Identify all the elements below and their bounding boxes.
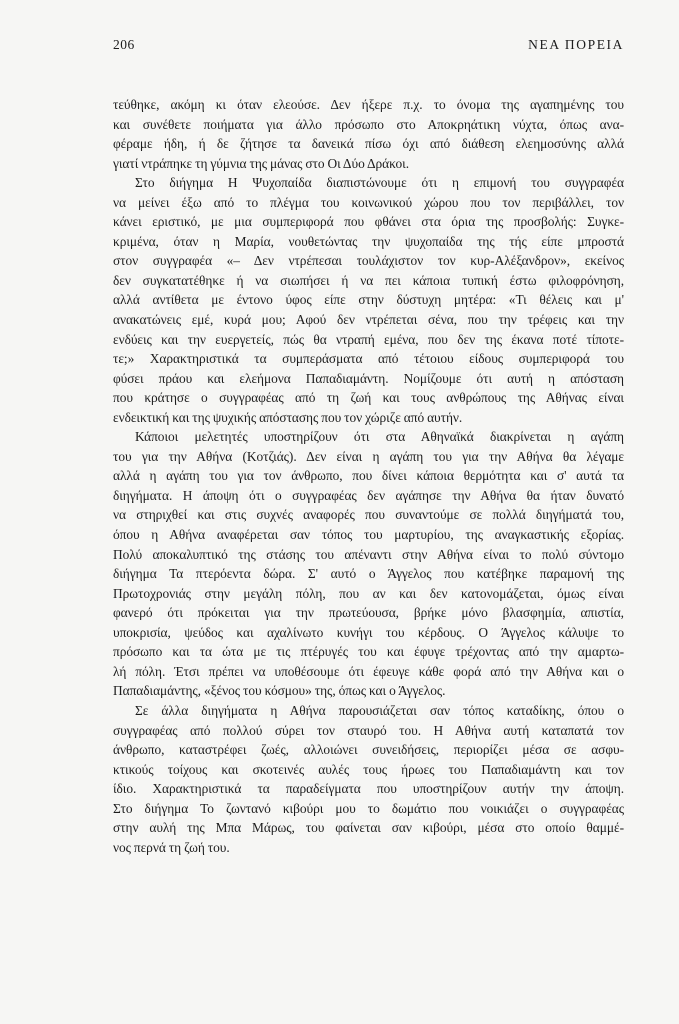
text-line: λή πόλη. Έτσι πρέπει να υποθέσουμε ότι έφευγε κάθε φορά από την Αθήνα και ο [113, 663, 624, 679]
text-line: Κάποιοι μελετητές υποστηρίζουν ότι στα Αθηναϊκά διακρίνεται η αγάπη [135, 429, 624, 445]
text-line: υποκρισία, ψεύδος και αχαλίνωτο κυνήγι του κέρδους. Ο Άγγελος κάλυψε το [113, 624, 624, 640]
text-line: άνθρωπο, καταστρέφει ζωές, αλλοιώνει συνειδήσεις, περιορίζει μέσα σε ασφυ- [113, 742, 624, 758]
text-line: Σε άλλα διηγήματα η Αθήνα παρουσιάζεται σαν τόπος καταδίκης, όπου ο [135, 702, 624, 718]
paragraph [113, 701, 624, 857]
text-line: του για την Αθήνα (Κοτζιάς). Δεν είναι η αγάπη του για την Αθήνα θα λέγαμε [113, 448, 624, 464]
paragraph [113, 95, 624, 173]
text-line: ενδεικτική και της ψυχικής απόστασης που τον χώριζε από αυτήν. [113, 409, 463, 425]
text-line: στην αυλή της Μπα Μάρως, του φαίνεται σαν κιβούρι, μέσα στο οποίο θαμμέ- [113, 820, 624, 836]
text-line: αλλά η αγάπη του για τον άνθρωπο, που δίνει κάποια θερμότητα και σ' αυτά τα [113, 468, 624, 484]
text-line: κτικούς τοίχους και σκοτεινές αυλές τους ήρωες του Παπαδιαμάντη και τον [113, 761, 624, 777]
text-line: νος περνά τη ζωή του. [113, 839, 230, 855]
text-line: αλλά αντίθετα με έντονο ύφος είπε στην δύστυχη μητέρα: «Τι θέλεις και μ' [113, 292, 624, 308]
text-line: διηγήματα. Η άποψη ότι ο συγγραφέας δεν αγάπησε την Αθήνα θα ήταν δυνατό [113, 487, 624, 503]
text-line: γιατί ντράπηκε τη γύμνια της μάνας στο Οι Δύο Δράκοι. [113, 155, 410, 171]
text-line: φύσει πράου και ελεήμονα Παπαδιαμάντη. Νομίζουμε ότι αυτή η απόσταση [113, 370, 624, 386]
body-text [113, 95, 624, 857]
text-line: και συνέθετε ποιήματα για άλλο πρόσωπο στο Αποκρηάτικη νύχτα, όπως ανα- [113, 116, 624, 132]
text-line: τεύθηκε, ακόμη κι όταν ελεούσε. Δεν ήξερε π.χ. το όνομα της αγαπημένης του [113, 97, 624, 112]
text-line: τε;» Χαρακτηριστικά τα συμπεράσματα από τέτοιου είδους συμπεριφορά του [113, 351, 624, 367]
text-line: Παπαδιαμάντης, «ξένος του κόσμου» της, όπως και ο Άγγελος. [113, 683, 446, 699]
text-line: ενδύεις και την ευεργετείς, πώς θα ντραπή εμένα, που δεν της έκανα ποτέ τίποτε- [113, 331, 624, 347]
paragraph [113, 427, 624, 701]
running-head: ΝΕΑ ΠΟΡΕΙΑ [528, 37, 624, 52]
text-line: Πολύ αποκαλυπτικό της στάσης του απέναντι στην Αθήνα είναι το πολύ σύντομο [113, 546, 624, 562]
text-line: ανακατώνεις εμέ, κυρά μου; Αφού δεν ντρέπεται σένα, που την τρέφεις και την [113, 312, 624, 328]
text-line: να μείνει έξω από το πλέγμα του κοινωνικού χώρου που τον περιβάλλει, τον [113, 194, 624, 210]
text-line: πρόσωπο και τα ώτα με τις πτέρυγές του και έφυγε τρέχοντας από την αμαρτω- [113, 644, 624, 660]
text-line: φέραμε ήδη, ή δε ζήτησε τα δανεικά πίσω όχι από διάθεση ελεημοσύνης αλλά [113, 136, 624, 152]
paragraph [113, 173, 624, 427]
text-line: να στηριχθεί και στις συχνές αναφορές που συναντούμε σε πολλά διηγήματά του, [113, 507, 624, 523]
text-line: ίδιο. Χαρακτηριστικά τα παραδείγματα που υποστηρίζουν αυτήν την άποψη. [113, 781, 624, 797]
text-line: που κράτησε ο συγγραφέας από τη ζωή και τους ανθρώπους της Αθήνας είναι [113, 390, 624, 406]
text-line: στον συγγραφέα «– Δεν ντρέπεσαι τουλάχιστον τον κυρ-Αλέξανδρον», εκείνος [113, 253, 624, 269]
text-line: διήγημα Τα πτερόεντα δώρα. Σ' αυτό ο Άγγελος που κατέβηκε παραμονή της [113, 566, 624, 582]
page-number: 206 [113, 37, 135, 52]
text-line: Στο διήγημα Η Ψυχοπαίδα διαπιστώνουμε ότι η επιμονή του συγγραφέα [135, 175, 624, 191]
text-line: κάνει εριστικό, με μια συμπεριφορά που φθάνει στα όρια της προσβολής: Συγκε- [113, 214, 624, 230]
text-line: Στο διήγημα Το ζωντανό κιβούρι μου το δωμάτιο που νοικιάζει ο συγγραφέας [113, 800, 624, 816]
text-line: κριμένα, όταν η Μαρία, νουθετώντας την ψυχοπαίδα της τής είπε μπροστά [113, 233, 624, 249]
text-line: Πρωτοχρονιάς στην μεγάλη πόλη, που αν και δεν κατονομάζεται, όμως είναι [113, 585, 624, 601]
text-line: συγγραφέας από πολλού σύρει τον σταυρό του. Η Αθήνα αυτή καταπατά τον [113, 722, 624, 738]
text-line: φανερό ότι πρόκειται για την πρωτεύουσα, βρήκε μόνο βλασφημία, απιστία, [113, 605, 624, 621]
text-line: δεν συγκατατέθηκε ή να σιωπήσει ή να πει κάποια τυπική έστω φιλοφρόνηση, [113, 272, 624, 288]
text-line: όπου η Αθήνα αναφέρεται σαν τόπος του μαρτυρίου, της αναγκαστικής εξορίας. [113, 527, 624, 543]
